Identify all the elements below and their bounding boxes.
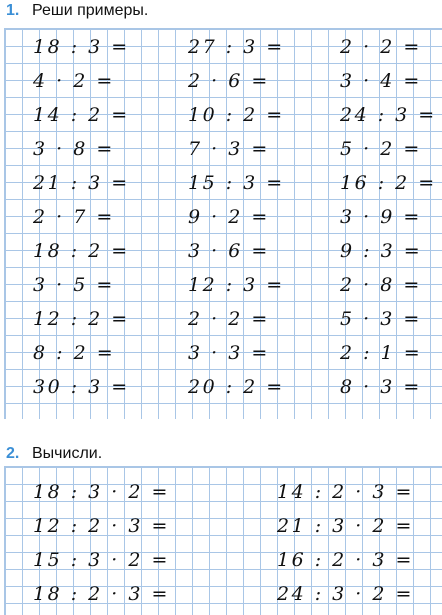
math-example: 2 · 6 = [188,70,270,92]
math-example: 10 : 2 = [188,104,285,126]
math-example: 16 : 2 · 3 = [277,549,414,571]
math-example: 18 : 3 = [33,36,130,58]
math-example: 4 · 2 = [33,70,115,92]
math-example: 3 · 8 = [33,138,115,160]
math-example: 3 · 9 = [340,206,422,228]
math-example: 5 · 2 = [340,138,422,160]
math-example: 16 : 2 = [340,172,437,194]
math-example: 2 : 1 = [340,342,423,364]
math-example: 30 : 3 = [33,376,130,398]
math-example: 7 · 3 = [188,138,270,160]
task-1-title: Реши примеры. [32,2,149,19]
math-example: 8 · 3 = [340,376,422,398]
math-example: 2 · 2 = [340,36,422,58]
math-example: 14 : 2 · 3 = [277,481,414,503]
math-example: 20 : 2 = [188,376,285,398]
task-2-number: 2. [6,445,20,462]
math-example: 3 · 5 = [33,274,115,296]
math-example: 24 : 3 = [340,104,437,126]
math-example: 12 : 2 · 3 = [33,515,170,537]
math-example: 3 · 4 = [340,70,422,92]
math-example: 21 : 3 · 2 = [277,515,414,537]
task-1-grid [4,28,442,419]
math-example: 18 : 2 · 3 = [33,583,170,605]
task-2-grid [4,466,442,615]
math-example: 9 : 3 = [340,240,423,262]
math-example: 2 · 7 = [33,206,115,228]
math-example: 2 · 8 = [340,274,422,296]
math-example: 18 : 3 · 2 = [33,481,170,503]
math-example: 5 · 3 = [340,308,422,330]
task-2-title: Вычисли. [32,445,103,462]
task-1-header [0,0,148,22]
math-example: 2 · 2 = [188,308,270,330]
math-example: 12 : 3 = [188,274,285,296]
math-example: 3 · 6 = [188,240,270,262]
task-2-header [0,443,102,465]
math-example: 14 : 2 = [33,104,130,126]
math-example: 27 : 3 = [188,36,285,58]
math-example: 15 : 3 = [188,172,285,194]
math-example: 18 : 2 = [33,240,130,262]
math-example: 24 : 3 · 2 = [277,583,414,605]
math-example: 15 : 3 · 2 = [33,549,170,571]
task-1-number: 1. [6,2,20,19]
math-example: 21 : 3 = [33,172,130,194]
math-example: 9 · 2 = [188,206,270,228]
math-example: 3 · 3 = [188,342,270,364]
math-example: 8 : 2 = [33,342,116,364]
math-example: 12 : 2 = [33,308,130,330]
